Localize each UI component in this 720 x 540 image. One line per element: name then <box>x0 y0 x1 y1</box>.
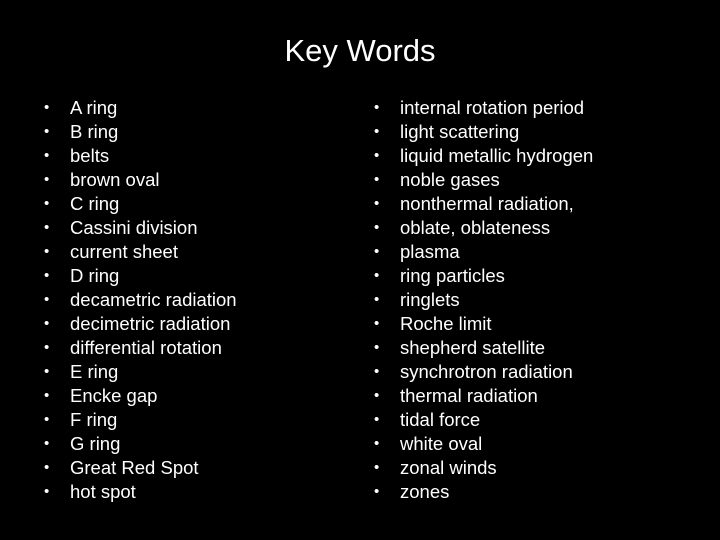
key-word-text: shepherd satellite <box>400 337 546 358</box>
key-word-item <box>374 144 593 168</box>
key-word-item <box>44 168 237 192</box>
bullet-icon: • <box>44 411 50 428</box>
key-word-item <box>374 216 593 240</box>
key-word-text: Encke gap <box>70 385 158 406</box>
key-word-text: ringlets <box>400 289 460 310</box>
key-word-item <box>374 120 593 144</box>
key-word-text: white oval <box>400 433 483 454</box>
key-word-item <box>44 432 237 456</box>
bullet-icon: • <box>374 243 380 260</box>
key-words-left-column <box>44 96 237 504</box>
key-word-text: plasma <box>400 241 460 262</box>
key-word-text: Cassini division <box>70 217 198 238</box>
key-word-item <box>374 264 593 288</box>
key-word-text: noble gases <box>400 169 500 190</box>
key-word-text: belts <box>70 145 110 166</box>
key-word-item <box>374 408 593 432</box>
key-word-item <box>374 480 593 504</box>
bullet-icon: • <box>44 99 50 116</box>
key-word-text: nonthermal radiation, <box>400 193 574 214</box>
bullet-icon: • <box>374 147 380 164</box>
bullet-icon: • <box>374 387 380 404</box>
key-word-text: E ring <box>70 361 119 382</box>
key-word-text: A ring <box>70 97 118 118</box>
key-word-text: ring particles <box>400 265 505 286</box>
key-words-right-column <box>374 96 593 504</box>
bullet-icon: • <box>374 291 380 308</box>
key-word-item <box>374 360 593 384</box>
key-word-item <box>44 216 237 240</box>
bullet-icon: • <box>44 195 50 212</box>
key-word-text: Roche limit <box>400 313 492 334</box>
key-word-item <box>44 312 237 336</box>
key-word-text: decimetric radiation <box>70 313 231 334</box>
key-word-item <box>44 384 237 408</box>
key-word-text: tidal force <box>400 409 481 430</box>
bullet-icon: • <box>374 267 380 284</box>
key-word-item <box>374 384 593 408</box>
key-word-item <box>374 432 593 456</box>
bullet-icon: • <box>44 267 50 284</box>
bullet-icon: • <box>374 219 380 236</box>
key-word-text: zones <box>400 481 450 502</box>
bullet-icon: • <box>374 435 380 452</box>
bullet-icon: • <box>44 315 50 332</box>
bullet-icon: • <box>374 195 380 212</box>
key-word-item <box>44 96 237 120</box>
bullet-icon: • <box>374 315 380 332</box>
key-word-item <box>44 288 237 312</box>
bullet-icon: • <box>44 363 50 380</box>
bullet-icon: • <box>44 171 50 188</box>
bullet-icon: • <box>374 411 380 428</box>
bullet-icon: • <box>374 483 380 500</box>
bullet-icon: • <box>44 123 50 140</box>
key-word-item <box>374 192 593 216</box>
key-word-text: current sheet <box>70 241 178 262</box>
key-word-text: differential rotation <box>70 337 222 358</box>
bullet-icon: • <box>374 123 380 140</box>
bullet-icon: • <box>374 99 380 116</box>
slide-title: Key Words <box>284 33 436 68</box>
bullet-icon: • <box>44 435 50 452</box>
key-word-text: liquid metallic hydrogen <box>400 145 594 166</box>
key-word-item <box>44 480 237 504</box>
key-word-text: thermal radiation <box>400 385 538 406</box>
bullet-icon: • <box>44 147 50 164</box>
bullet-icon: • <box>44 387 50 404</box>
bullet-icon: • <box>374 459 380 476</box>
key-word-text: synchrotron radiation <box>400 361 573 382</box>
key-word-item <box>374 288 593 312</box>
key-word-text: decametric radiation <box>70 289 237 310</box>
bullet-icon: • <box>374 339 380 356</box>
key-word-text: B ring <box>70 121 119 142</box>
key-word-item <box>44 144 237 168</box>
key-word-text: Great Red Spot <box>70 457 199 478</box>
bullet-icon: • <box>44 291 50 308</box>
key-word-item <box>374 312 593 336</box>
key-word-text: zonal winds <box>400 457 497 478</box>
bullet-icon: • <box>44 483 50 500</box>
key-word-item <box>44 456 237 480</box>
key-word-text: G ring <box>70 433 121 454</box>
key-word-item <box>374 168 593 192</box>
key-word-item <box>374 240 593 264</box>
bullet-icon: • <box>44 219 50 236</box>
key-word-item <box>44 264 237 288</box>
key-word-item <box>44 360 237 384</box>
key-word-item <box>44 336 237 360</box>
key-word-text: D ring <box>70 265 120 286</box>
key-word-item <box>44 120 237 144</box>
key-word-text: internal rotation period <box>400 97 585 118</box>
bullet-icon: • <box>44 459 50 476</box>
key-word-text: brown oval <box>70 169 160 190</box>
bullet-icon: • <box>44 243 50 260</box>
key-word-text: C ring <box>70 193 120 214</box>
key-word-item <box>44 240 237 264</box>
key-word-item <box>374 336 593 360</box>
key-word-text: F ring <box>70 409 118 430</box>
key-word-text: hot spot <box>70 481 136 502</box>
key-word-item <box>374 96 593 120</box>
key-word-item <box>44 408 237 432</box>
key-word-item <box>374 456 593 480</box>
bullet-icon: • <box>374 363 380 380</box>
key-word-item <box>44 192 237 216</box>
key-word-text: oblate, oblateness <box>400 217 551 238</box>
bullet-icon: • <box>44 339 50 356</box>
bullet-icon: • <box>374 171 380 188</box>
key-word-text: light scattering <box>400 121 520 142</box>
